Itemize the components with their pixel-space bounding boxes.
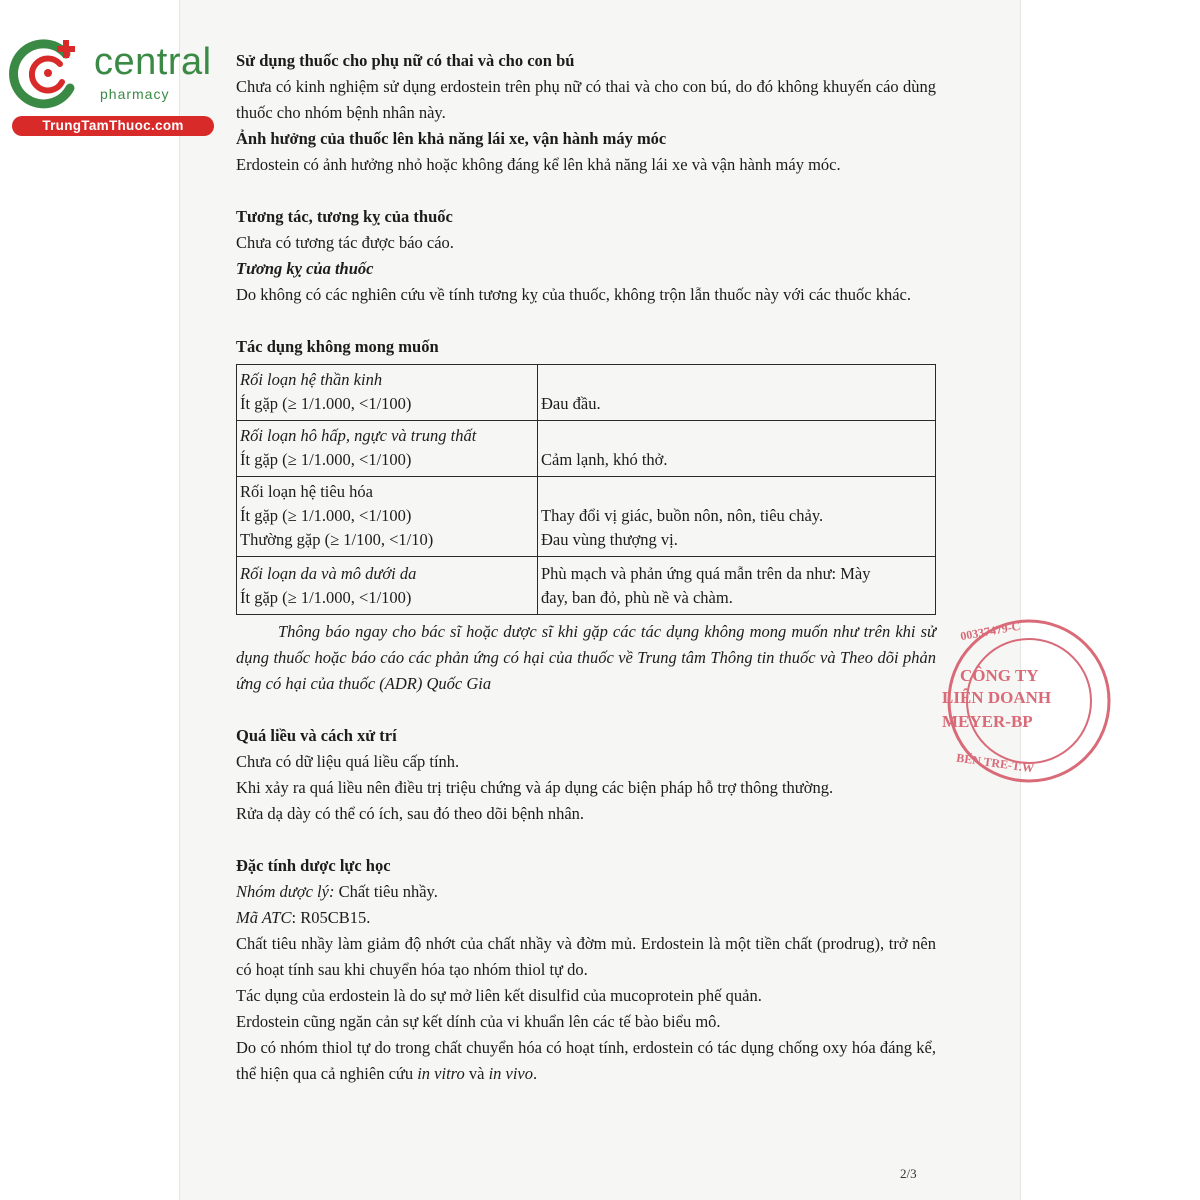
stamp-line1: CÔNG TY <box>960 666 1039 685</box>
pharmacy-logo[interactable] <box>8 36 218 136</box>
subsection-title-incompatibility: Tương kỵ của thuốc <box>236 259 374 278</box>
adverse-effect: Phù mạch và phản ứng quá mẫn trên da như: Mày <box>541 564 871 583</box>
text-run: Do có nhóm thiol tự do trong chất chuyển hóa có hoạt tính, erdostein có tác dụng chống oxy hóa đáng kể, thể hiện qua cả nghiên cứu <box>236 1038 936 1083</box>
section-title-interaction: Tương tác, tương kỵ của thuốc <box>236 207 453 226</box>
adverse-effect: Đau vùng thượng vị. <box>541 530 678 549</box>
pharmacologic-group-label: Nhóm dược lý: <box>236 882 335 901</box>
adverse-effect: Đau đầu. <box>541 394 601 413</box>
logo-subtitle: pharmacy <box>100 86 170 102</box>
incompatibility-text: Do không có các nghiên cứu về tính tương kỵ của thuốc, không trộn lẫn thuốc này với các thuốc khác. <box>236 285 911 304</box>
table-row <box>237 421 936 477</box>
stamp-top-text: 00337479-C <box>959 618 1022 644</box>
pharmacologic-group-value: Chất tiêu nhầy. <box>334 882 438 901</box>
pharmacodynamics-paragraph: Tác dụng của erdostein là do sự mở liên kết disulfid của mucoprotein phế quản. <box>236 986 762 1005</box>
table-cell-effect <box>538 557 936 615</box>
atc-code-label: Mã ATC <box>236 908 292 927</box>
logo-wordmark: central <box>94 41 212 83</box>
pharmacodynamics-paragraph: Chất tiêu nhầy làm giảm độ nhớt của chất nhầy và đờm mủ. Erdostein là một tiền chất (prodrug), trở nên có hoạt tính sau khi chuyển hóa tạo nhóm thiol tự do. <box>236 934 936 979</box>
central-logo-icon <box>8 36 88 116</box>
stamp-line2: LIÊN DOANH <box>942 688 1052 707</box>
stamp-bottom-text: BẾN TRE-T.W <box>955 750 1035 776</box>
table-cell-group <box>237 557 538 615</box>
pharmacodynamics-paragraph <box>236 1035 936 1087</box>
table-cell-effect <box>538 365 936 421</box>
adverse-effects-table <box>236 364 936 615</box>
table-row <box>237 365 936 421</box>
adverse-effect: Thay đổi vị giác, buồn nôn, nôn, tiêu chảy. <box>541 506 824 525</box>
pharmacologic-group <box>236 879 936 905</box>
section-title-adverse: Tác dụng không mong muốn <box>236 337 439 356</box>
adverse-frequency: Thường gặp (≥ 1/100, <1/10) <box>240 530 434 549</box>
adverse-group-label: Rối loạn hô hấp, ngực và trung thất <box>240 426 477 445</box>
table-cell-group <box>237 421 538 477</box>
overdose-line: Rửa dạ dày có thể có ích, sau đó theo dõi bệnh nhân. <box>236 804 585 823</box>
adverse-group-label: Rối loạn hệ thần kinh <box>240 370 383 389</box>
table-row <box>237 477 936 557</box>
adverse-group-label: Rối loạn hệ tiêu hóa <box>240 482 373 501</box>
table-cell-effect <box>538 421 936 477</box>
document-content <box>236 48 936 1087</box>
table-cell-effect <box>538 477 936 557</box>
adr-notice: Thông báo ngay cho bác sĩ hoặc dược sĩ khi gặp các tác dụng không mong muốn như trên khi sử dụng thuốc hoặc báo cáo các phản ứng có hại của thuốc về Trung tâm Thông tin thuốc và Theo dõi phản ứng có hại của thuốc (ADR) Quốc Gia <box>236 622 936 693</box>
adverse-effect: đay, ban đỏ, phù nề và chàm. <box>541 588 733 607</box>
table-cell-group <box>237 477 538 557</box>
logo-site-banner: TrungTamThuoc.com <box>12 116 214 136</box>
adverse-effect: Cảm lạnh, khó thở. <box>541 450 668 469</box>
stamp-line3: MEYER-BP <box>942 712 1033 731</box>
table-cell-group <box>237 365 538 421</box>
table-row <box>237 557 936 615</box>
text-run-italic: in vitro <box>417 1064 465 1083</box>
text-run-italic: in vivo <box>488 1064 534 1083</box>
adverse-frequency: Ít gặp (≥ 1/1.000, <1/100) <box>240 450 412 469</box>
section-title-driving: Ảnh hưởng của thuốc lên khả năng lái xe, vận hành máy móc <box>236 129 667 148</box>
page-number: 2/3 <box>900 1166 917 1181</box>
driving-text: Erdostein có ảnh hưởng nhỏ hoặc không đáng kể lên khả năng lái xe và vận hành máy móc. <box>236 155 841 174</box>
overdose-line: Khi xảy ra quá liều nên điều trị triệu chứng và áp dụng các biện pháp hỗ trợ thông thường. <box>236 778 834 797</box>
adverse-frequency: Ít gặp (≥ 1/1.000, <1/100) <box>240 588 412 607</box>
section-title-overdose: Quá liều và cách xử trí <box>236 726 397 745</box>
adverse-frequency: Ít gặp (≥ 1/1.000, <1/100) <box>240 506 412 525</box>
text-run: . <box>533 1064 538 1083</box>
pregnancy-text: Chưa có kinh nghiệm sử dụng erdostein trên phụ nữ có thai và cho con bú, do đó không khuyến cáo dùng thuốc cho nhóm bệnh nhân này. <box>236 77 936 122</box>
section-title-pharmacodynamics: Đặc tính dược lực học <box>236 856 391 875</box>
company-stamp <box>944 616 1104 786</box>
atc-code <box>236 905 936 931</box>
pharmacodynamics-paragraph: Erdostein cũng ngăn cản sự kết dính của vi khuẩn lên các tế bào biểu mô. <box>236 1012 721 1031</box>
adverse-frequency: Ít gặp (≥ 1/1.000, <1/100) <box>240 394 412 413</box>
overdose-line: Chưa có dữ liệu quá liều cấp tính. <box>236 752 460 771</box>
interaction-text: Chưa có tương tác được báo cáo. <box>236 233 454 252</box>
text-run: và <box>464 1064 489 1083</box>
section-title-pregnancy: Sử dụng thuốc cho phụ nữ có thai và cho con bú <box>236 51 575 70</box>
adverse-group-label: Rối loạn da và mô dưới da <box>240 564 417 583</box>
atc-code-value: : R05CB15. <box>291 908 371 927</box>
